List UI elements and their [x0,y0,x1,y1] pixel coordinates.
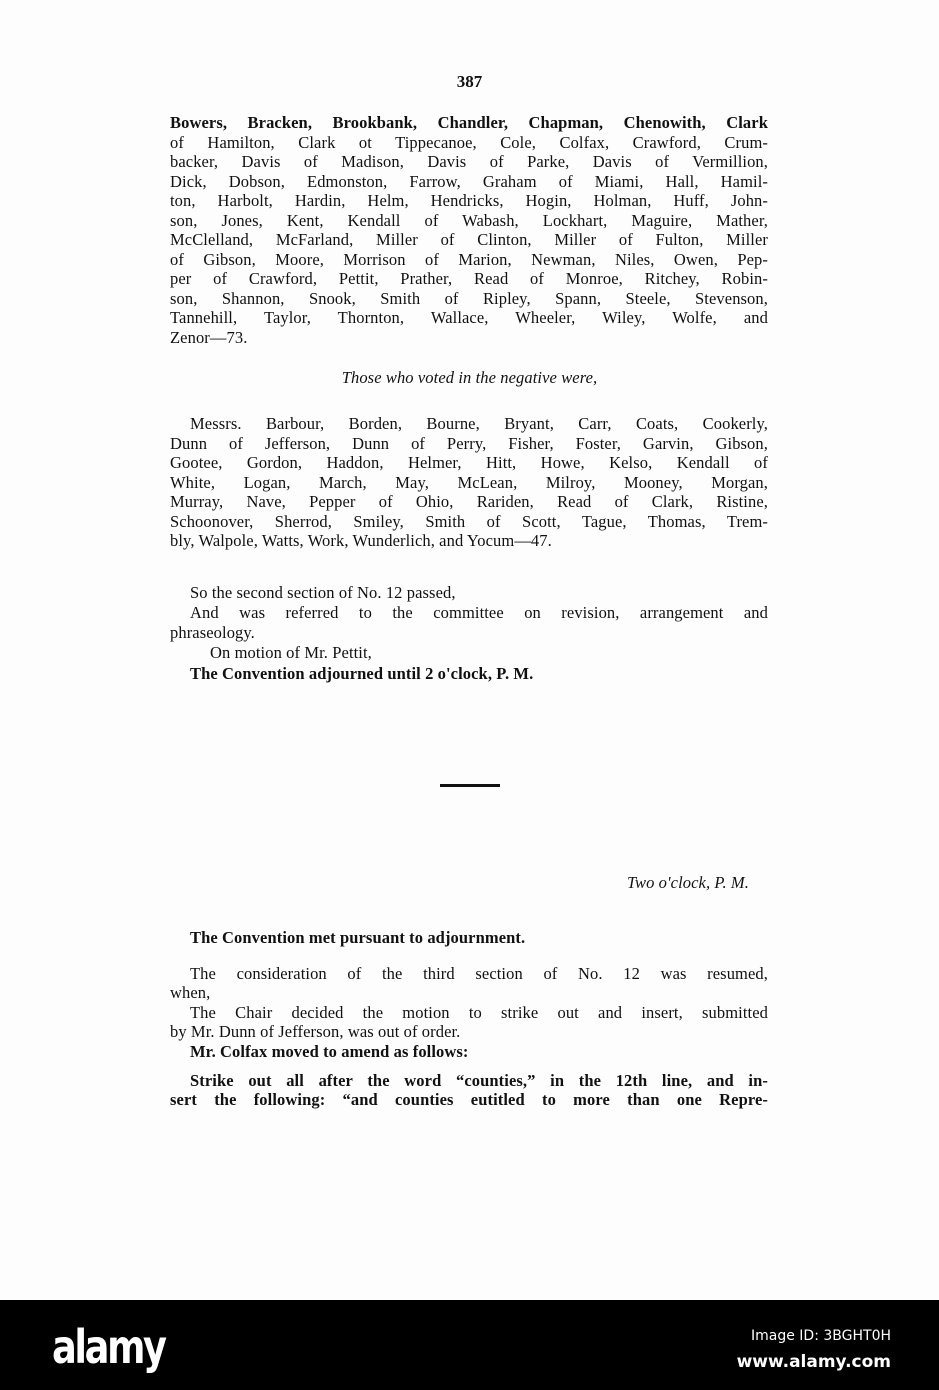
affirmative-line: of Hamilton, Clark ot Tippecanoe, Cole, Colfax, Crawford, Crum- [170,132,768,152]
afternoon-line: The consideration of the third section of No. 12 was resumed, [190,964,768,983]
negative-line: Messrs. Barbour, Borden, Bourne, Bryant, Carr, Coats, Cookerly, [190,414,768,433]
page-number: 387 [456,72,483,91]
passed-line: On motion of Mr. Pettit, [210,643,372,662]
affirmative-line: per of Crawford, Pettit, Prather, Read of Monroe, Ritchey, Robin- [170,269,768,288]
affirmative-line: McClelland, McFarland, Miller of Clinton, Miller of Fulton, Miller [170,230,768,249]
negative-heading: Those who voted in the negative were, [341,368,598,387]
alamy-logo: alamy [52,1320,165,1374]
affirmative-line: Zenor—73. [170,327,248,347]
affirmative-line: Dick, Dobson, Edmonston, Farrow, Graham of Miami, Hall, Hamil- [170,171,768,191]
afternoon-line: when, [170,983,211,1002]
afternoon-line: Mr. Colfax moved to amend as follows: [190,1042,469,1061]
afternoon-line: Strike out all after the word “counties,” in the 12th line, and in- [190,1071,768,1090]
passed-line: So the second section of No. 12 passed, [190,583,456,602]
affirmative-line: of Gibson, Moore, Morrison of Marion, Newman, Niles, Owen, Pep- [170,249,768,269]
affirmative-line: backer, Davis of Madison, Davis of Parke, Davis of Vermillion, [170,152,768,171]
negative-line: Gootee, Gordon, Haddon, Helmer, Hitt, Howe, Kelso, Kendall of [170,453,768,472]
passed-line: phraseology. [170,623,255,642]
image-id: Image ID: 3BGHT0H [751,1328,891,1344]
watermark-bar [0,1300,939,1390]
section-divider [440,784,500,787]
afternoon-line: The Convention met pursuant to adjournment. [190,928,526,947]
afternoon-line: The Chair decided the motion to strike out and insert, submitted [190,1003,768,1022]
negative-line: bly, Walpole, Watts, Work, Wunderlich, and Yocum—47. [170,531,552,550]
negative-line: Murray, Nave, Pepper of Ohio, Rariden, Read of Clark, Ristine, [170,492,768,511]
affirmative-line: son, Jones, Kent, Kendall of Wabash, Lockhart, Maguire, Mather, [170,210,768,230]
negative-line: White, Logan, March, May, McLean, Milroy, Mooney, Morgan, [170,472,768,492]
website-url: www.alamy.com [736,1352,891,1372]
afternoon-heading: Two o'clock, P. M. [626,873,749,892]
affirmative-line: Bowers, Bracken, Brookbank, Chandler, Chapman, Chenowith, Clark [170,113,768,132]
negative-line: Schoonover, Sherrod, Smiley, Smith of Scott, Tague, Thomas, Trem- [170,511,768,531]
passed-line: And was referred to the committee on revision, arrangement and [190,603,768,622]
affirmative-line: Tannehill, Taylor, Thornton, Wallace, Wheeler, Wiley, Wolfe, and [170,308,768,327]
affirmative-line: son, Shannon, Snook, Smith of Ripley, Spann, Steele, Stevenson, [170,288,768,308]
adjourned-line: The Convention adjourned until 2 o'clock, P. M. [190,664,534,683]
afternoon-line: by Mr. Dunn of Jefferson, was out of order. [170,1022,461,1041]
affirmative-line: ton, Harbolt, Hardin, Helm, Hendricks, Hogin, Holman, Huff, John- [170,191,768,210]
afternoon-line: sert the following: “and counties eutitled to more than one Repre- [170,1090,768,1109]
negative-line: Dunn of Jefferson, Dunn of Perry, Fisher, Foster, Garvin, Gibson, [170,433,768,453]
